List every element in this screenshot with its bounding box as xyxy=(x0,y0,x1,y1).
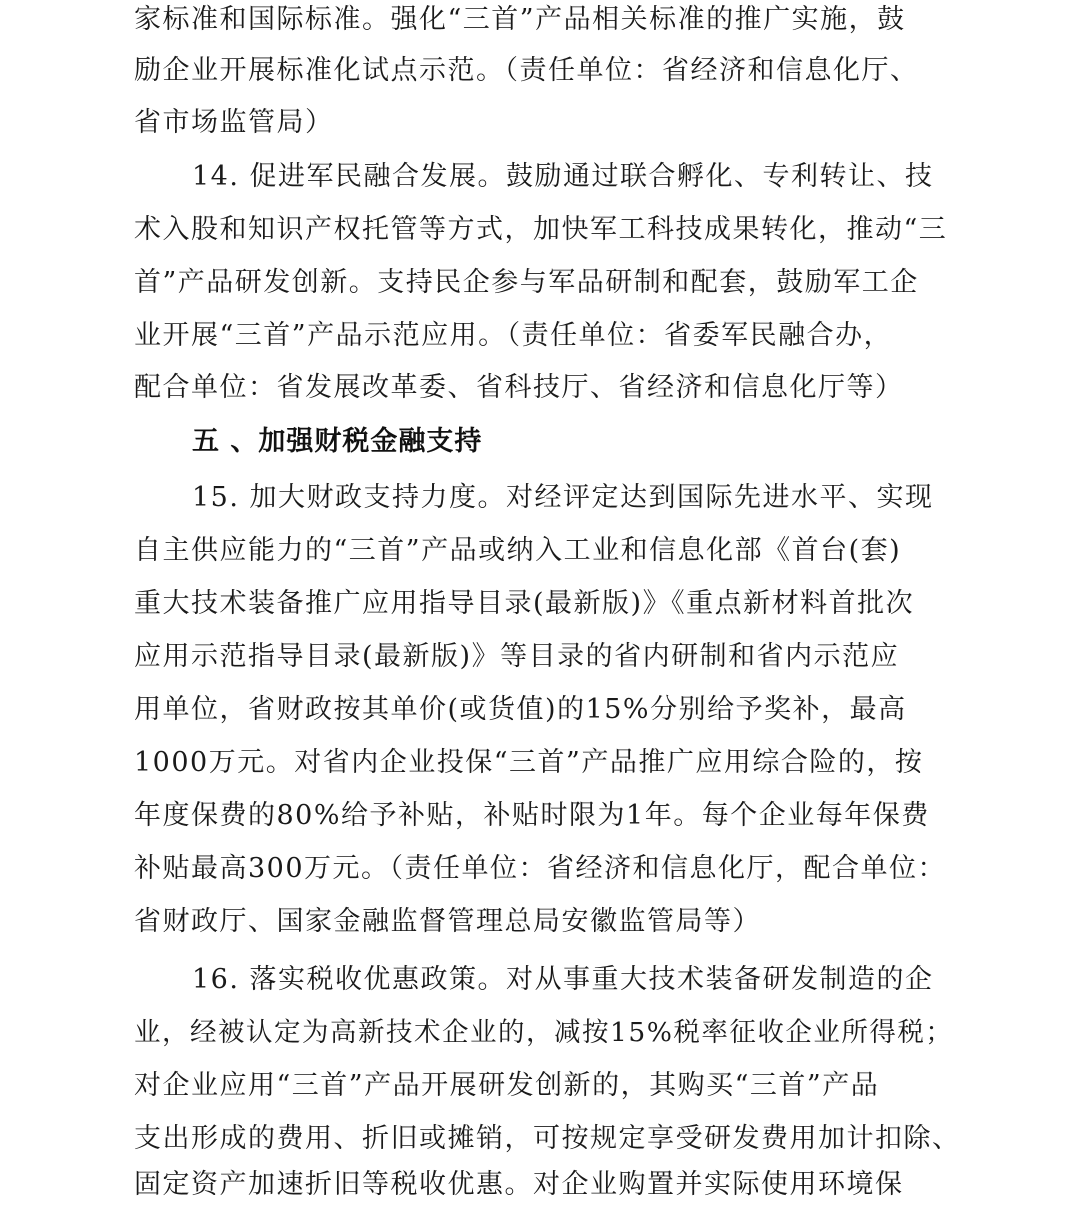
section-heading: 五 、加强财税金融支持 xyxy=(192,426,483,457)
paragraph-line: 用单位，省财政按其单价(或货值)的15%分别给予奖补，最高 xyxy=(134,694,907,725)
paragraph-line: 重大技术装备推广应用指导目录(最新版)》《重点新材料首批次 xyxy=(134,588,915,619)
paragraph-line: 业，经被认定为高新技术企业的，减按15%税率征收企业所得税； xyxy=(134,1017,954,1048)
paragraph-line: 励企业开展标准化试点示范。（责任单位：省经济和信息化厅、 xyxy=(134,55,919,86)
paragraph-line: 支出形成的费用、折旧或摊销，可按规定享受研发费用加计扣除、 xyxy=(134,1123,961,1154)
paragraph-line: 业开展“三首”产品示范应用。（责任单位：省委军民融合办， xyxy=(134,320,893,351)
paragraph-line: 年度保费的80%给予补贴，补贴时限为1年。每个企业每年保费 xyxy=(134,800,930,831)
paragraph-line: 对企业应用“三首”产品开展研发创新的，其购买“三首”产品 xyxy=(134,1070,880,1101)
paragraph-line: 省财政厅、国家金融监督管理总局安徽监管局等） xyxy=(134,906,761,937)
item-14-first-line: 14. 促进军民融合发展。鼓励通过联合孵化、专利转让、技 xyxy=(192,161,934,192)
paragraph-line: 固定资产加速折旧等税收优惠。对企业购置并实际使用环境保 xyxy=(134,1169,904,1200)
paragraph-line: 省市场监管局） xyxy=(134,107,334,138)
paragraph-line: 补贴最高300万元。（责任单位：省经济和信息化厅，配合单位： xyxy=(134,853,947,884)
paragraph-line: 1000万元。对省内企业投保“三首”产品推广应用综合险的，按 xyxy=(134,747,924,778)
paragraph-line: 家标准和国际标准。强化“三首”产品相关标准的推广实施，鼓 xyxy=(134,4,906,35)
paragraph-line: 首”产品研发创新。支持民企参与军品研制和配套，鼓励军工企 xyxy=(134,267,919,298)
item-16-first-line: 16. 落实税收优惠政策。对从事重大技术装备研发制造的企 xyxy=(192,964,934,995)
paragraph-line: 配合单位：省发展改革委、省科技厅、省经济和信息化厅等） xyxy=(134,372,904,403)
paragraph-line: 自主供应能力的“三首”产品或纳入工业和信息化部《首台(套) xyxy=(134,535,902,566)
paragraph-line: 应用示范指导目录(最新版)》等目录的省内研制和省内示范应 xyxy=(134,641,900,672)
paragraph-line: 术入股和知识产权托管等方式，加快军工科技成果转化，推动“三 xyxy=(134,214,948,245)
item-15-first-line: 15. 加大财政支持力度。对经评定达到国际先进水平、实现 xyxy=(192,482,934,513)
